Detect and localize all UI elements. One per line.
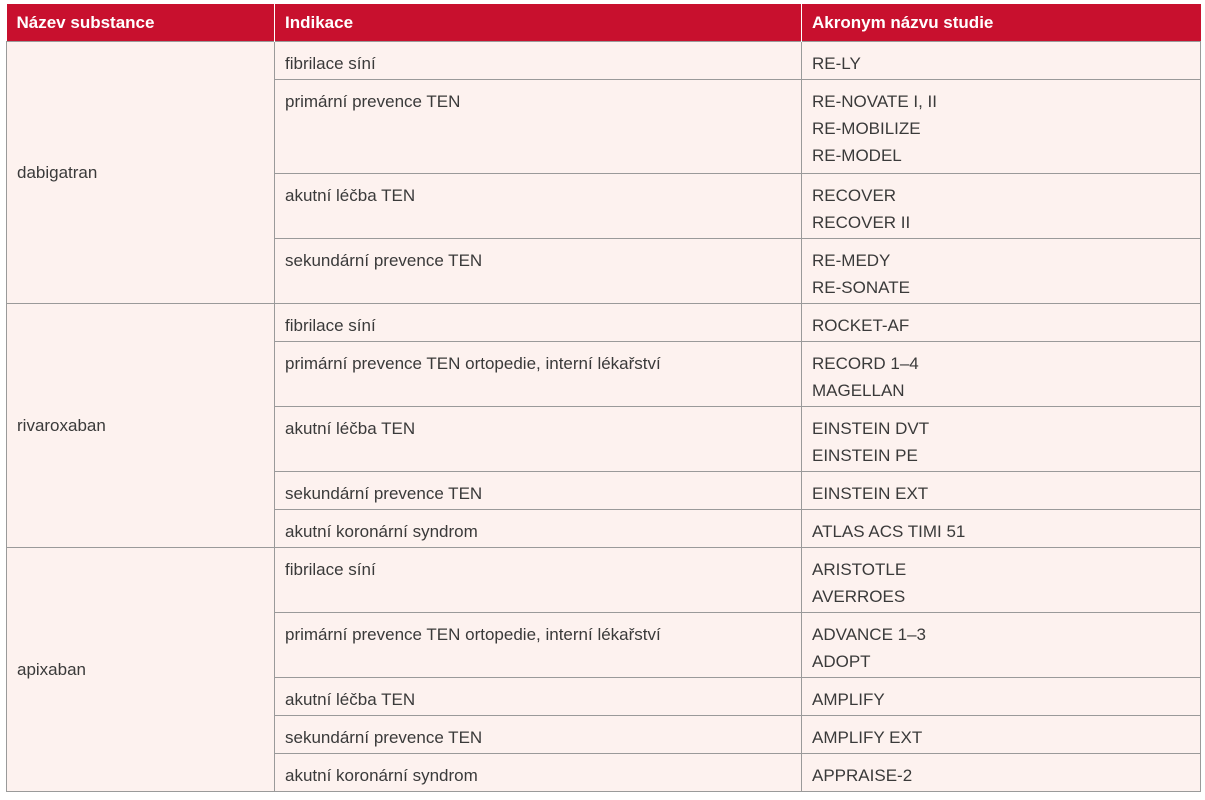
table-row	[7, 42, 1201, 80]
trials-table	[6, 4, 1201, 792]
indication-cell: akutní léčba TEN	[275, 678, 802, 716]
acronym-text: RE-SONATE	[812, 278, 910, 297]
acronym-cell	[802, 678, 1201, 716]
acronym-cell	[802, 716, 1201, 754]
header-row	[7, 4, 1201, 42]
acronym-cell	[802, 342, 1201, 407]
indication-cell: akutní koronární syndrom	[275, 510, 802, 548]
indication-cell: akutní koronární syndrom	[275, 754, 802, 792]
header-substance: Název substance	[7, 4, 275, 42]
acronym-text: AVERROES	[812, 587, 906, 606]
substance-cell: apixaban	[7, 548, 275, 792]
acronym-text: RE-MOBILIZE	[812, 119, 921, 138]
substance-cell: dabigatran	[7, 42, 275, 304]
acronym-text: RECOVER	[812, 186, 897, 205]
header-indication: Indikace	[275, 4, 802, 42]
acronym-text: AMPLIFY	[812, 690, 885, 709]
substance-cell: rivaroxaban	[7, 304, 275, 548]
indication-cell: fibrilace síní	[275, 548, 802, 613]
indication-cell: primární prevence TEN ortopedie, interní lékařství	[275, 342, 802, 407]
indication-cell: fibrilace síní	[275, 304, 802, 342]
acronym-cell	[802, 42, 1201, 80]
acronym-text: MAGELLAN	[812, 381, 905, 400]
acronym-text: EINSTEIN PE	[812, 446, 918, 465]
acronym-cell	[802, 510, 1201, 548]
table-header	[7, 4, 1201, 42]
acronym-text: EINSTEIN DVT	[812, 419, 930, 438]
acronym-cell	[802, 174, 1201, 239]
acronym-text: RE-MODEL	[812, 146, 902, 165]
indication-cell: akutní léčba TEN	[275, 174, 802, 239]
acronym-text: AMPLIFY EXT	[812, 728, 923, 747]
acronym-text: EINSTEIN EXT	[812, 484, 929, 503]
table-body	[7, 42, 1201, 792]
acronym-text: RECOVER II	[812, 213, 911, 232]
acronym-cell	[802, 239, 1201, 304]
indication-cell: primární prevence TEN	[275, 80, 802, 174]
indication-cell: fibrilace síní	[275, 42, 802, 80]
indication-cell: primární prevence TEN ortopedie, interní lékařství	[275, 613, 802, 678]
acronym-text: RE-LY	[812, 54, 861, 73]
acronym-text: ADOPT	[812, 652, 871, 671]
table-row	[7, 304, 1201, 342]
acronym-cell	[802, 472, 1201, 510]
acronym-text: RECORD 1–4	[812, 354, 919, 373]
acronym-cell	[802, 407, 1201, 472]
acronym-text: ATLAS ACS TIMI 51	[812, 522, 966, 541]
indication-cell: sekundární prevence TEN	[275, 716, 802, 754]
acronym-cell	[802, 613, 1201, 678]
acronym-text: RE-NOVATE I, II	[812, 92, 937, 111]
indication-cell: sekundární prevence TEN	[275, 472, 802, 510]
acronym-text: ROCKET-AF	[812, 316, 910, 335]
header-acronym: Akronym názvu studie	[802, 4, 1201, 42]
acronym-text: ADVANCE 1–3	[812, 625, 927, 644]
table-row	[7, 548, 1201, 613]
acronym-text: RE-MEDY	[812, 251, 891, 270]
acronym-cell	[802, 80, 1201, 174]
acronym-cell	[802, 304, 1201, 342]
acronym-text: APPRAISE-2	[812, 766, 913, 785]
indication-cell: akutní léčba TEN	[275, 407, 802, 472]
acronym-text: ARISTOTLE	[812, 560, 907, 579]
indication-cell: sekundární prevence TEN	[275, 239, 802, 304]
acronym-cell	[802, 754, 1201, 792]
acronym-cell	[802, 548, 1201, 613]
